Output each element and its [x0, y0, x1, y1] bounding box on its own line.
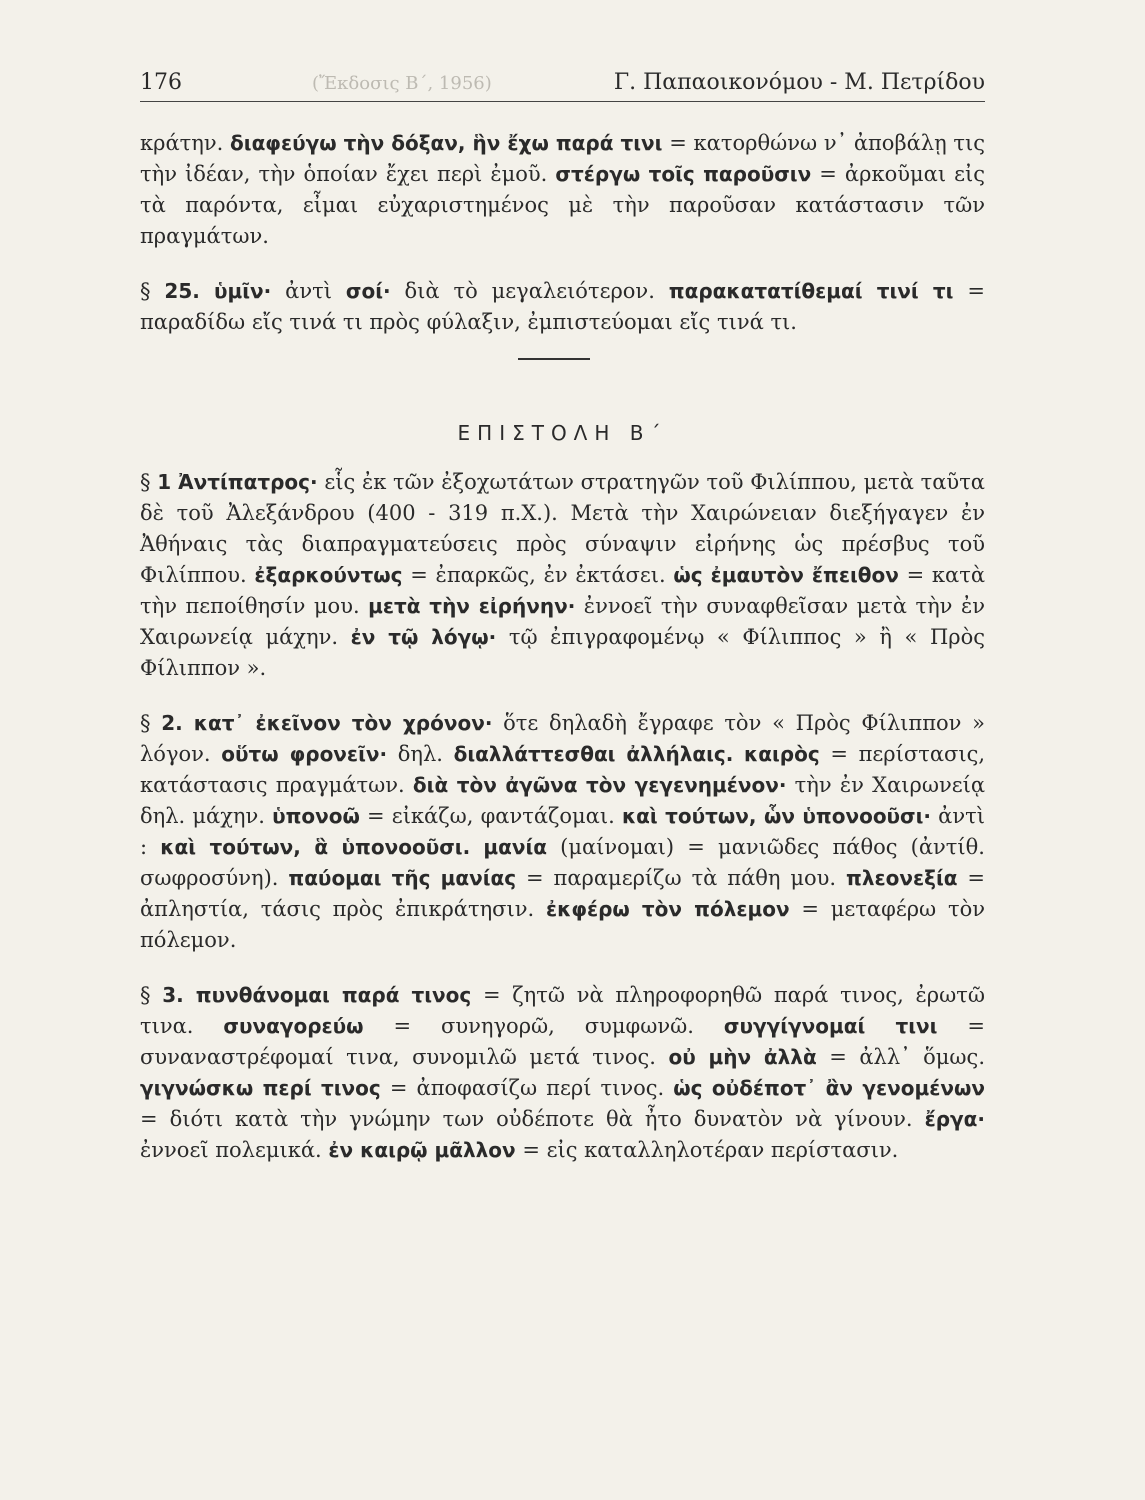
headword: ὡς ἐμαυτὸν ἔπειθον [673, 563, 899, 587]
headword: συγγίγνομαί τινι [723, 1014, 938, 1038]
headword: στέργω τοῖς παροῦσιν [555, 162, 812, 186]
headword: σοί· [345, 279, 391, 303]
headword: συναγορεύω [223, 1014, 364, 1038]
headword: ἐκφέρω τὸν πόλεμον [546, 897, 790, 921]
headword: ἔργα· [924, 1107, 985, 1131]
commentary-body [140, 128, 985, 1166]
headword: μετὰ τὴν εἰρήνην· [368, 594, 576, 618]
headword: οὕτω φρονεῖν· [221, 742, 388, 766]
headword: ἐν καιρῷ μᾶλλον [328, 1138, 516, 1162]
headword: ἐξαρκούντως [254, 563, 403, 587]
headword: διὰ τὸν ἀγῶνα τὸν γεγενημένον· [412, 773, 787, 797]
headword: παρακατατίθεμαί τινί τι [668, 279, 954, 303]
page-header [140, 70, 985, 102]
headword: διαλλάττεσθαι ἀλλήλαις. [453, 742, 734, 766]
headword: 2. κατ᾽ ἐκεῖνον τὸν χρόνον· [161, 711, 493, 735]
headword: ὑπονοῶ [272, 804, 360, 828]
separator-rule [518, 358, 590, 360]
page [140, 70, 985, 1166]
headword: καὶ τούτων, ὧν ὑπονοοῦσι· [621, 804, 932, 828]
headword: ἐν τῷ λόγῳ· [350, 625, 497, 649]
headword: 25. ὑμῖν· [164, 279, 272, 303]
headword: καιρὸς [744, 742, 820, 766]
headword: γιγνώσκω περί τινος [140, 1076, 381, 1100]
paragraph-section-3: § 3. πυνθάνομαι παρά τινος = ζητῶ νὰ πληροφορηθῶ παρά τινος, ἐρωτῶ τινα. συναγορεύω = συνηγορῶ, συμφωνῶ. συγγίγνομαί τινι = συναναστρέφομαί τινα, συνομιλῶ μετά τινος. οὐ μὴν ἀλλὰ = ἀλλ᾽ ὅμως. γιγνώσκω περί τινος = ἀποφασίζω περί τινος. ὡς οὐδέποτ᾽ ἂν γενομένων = διότι κατὰ τὴν γνώμην των οὐδέποτε θὰ ἦτο δυνατὸν νὰ γίνουν. ἔργα· ἐννοεῖ πολεμικά. ἐν καιρῷ μᾶλλον = εἰς καταλληλοτέραν περίστασιν. [140, 983, 985, 1162]
page-number: 176 [140, 70, 182, 95]
paragraph-section-1: § 1 Ἀντίπατρος· εἷς ἐκ τῶν ἐξοχωτάτων στρατηγῶν τοῦ Φιλίππου, μετὰ ταῦτα δὲ τοῦ Ἀλεξάνδρου (400 - 319 π.Χ.). Μετὰ τὴν Χαιρώνειαν διεξήγαγεν ἐν Ἀθήναις τὰς διαπραγματεύσεις πρὸς σύναψιν εἰρήνης ὡς πρέσβυς τοῦ Φιλίππου. ἐξαρκούντως = ἐπαρκῶς, ἐν ἐκτάσει. ὡς ἐμαυτὸν ἔπειθον = κατὰ τὴν πεποίθησίν μου. μετὰ τὴν εἰρήνην· ἐννοεῖ τὴν συναφθεῖσαν μετὰ τὴν ἐν Χαιρωνείᾳ μάχην. ἐν τῷ λόγῳ· τῷ ἐπιγραφομένῳ « Φίλιππος » ἢ « Πρὸς Φίλιππον ». [140, 470, 986, 680]
running-head-faint: (Ἔκδοσις Β΄, 1956) [312, 73, 492, 94]
headword: καὶ τούτων, ἃ ὑπονοοῦσι. [160, 835, 471, 859]
paragraph-section-2: § 2. κατ᾽ ἐκεῖνον τὸν χρόνον· ὅτε δηλαδὴ ἔγραφε τὸν « Πρὸς Φίλιππον » λόγον. οὕτω φρονεῖν· δηλ. διαλλάττεσθαι ἀλλήλαις. καιρὸς = περίστασις, κατάστασις πραγμάτων. διὰ τὸν ἀγῶνα τὸν γεγενημένον· τὴν ἐν Χαιρωνείᾳ δηλ. μάχην. ὑπονοῶ = εἰκάζω, φαντάζομαι. καὶ τούτων, ὧν ὑπονοοῦσι· ἀντὶ : καὶ τούτων, ἃ ὑπονοοῦσι. μανία (μαίνομαι) = μανιῶδες πάθος (ἀντίθ. σωφροσύνη). παύομαι τῆς μανίας = παραμερίζω τὰ πάθη μου. πλεονεξία = ἀπληστία, τάσις πρὸς ἐπικράτησιν. ἐκφέρω τὸν πόλεμον = μεταφέρω τὸν πόλεμον. [140, 711, 986, 952]
headword: 3. πυνθάνομαι παρά τινος [162, 983, 472, 1007]
headword: παύομαι τῆς μανίας [288, 866, 517, 890]
section-title: ΕΠΙΣΤΟΛΗ Β΄ [457, 421, 668, 445]
paragraph-intro: κράτην. διαφεύγω τὴν δόξαν, ἣν ἔχω παρά τινι = κατορθώνω ν᾽ ἀποβάλῃ τις τὴν ἰδέαν, τὴν ὁποίαν ἔχει περὶ ἐμοῦ. στέργω τοῖς παροῦσιν = ἀρκοῦμαι εἰς τὰ παρόντα, εἶμαι εὐχαριστημένος μὲ τὴν παροῦσαν κατάστασιν τῶν πραγμάτων. [140, 131, 986, 248]
headword: ὡς οὐδέποτ᾽ ἂν γενομένων [673, 1076, 985, 1100]
headword: πλεονεξία [846, 866, 958, 890]
headword: 1 Ἀντίπατρος· [157, 470, 318, 494]
headword: μανία [483, 835, 547, 859]
headword: οὐ μὴν ἀλλὰ [668, 1045, 817, 1069]
paragraph-section-25: § 25. ὑμῖν· ἀντὶ σοί· διὰ τὸ μεγαλειότερον. παρακατατίθεμαί τινί τι = παραδίδω εἴς τινά τι πρὸς φύλαξιν, ἐμπιστεύομαι εἴς τινά τι. [140, 279, 985, 334]
authors: Γ. Παπαοικονόμου - Μ. Πετρίδου [613, 70, 985, 95]
headword: διαφεύγω τὴν δόξαν, ἣν ἔχω παρά τινι [230, 131, 663, 155]
